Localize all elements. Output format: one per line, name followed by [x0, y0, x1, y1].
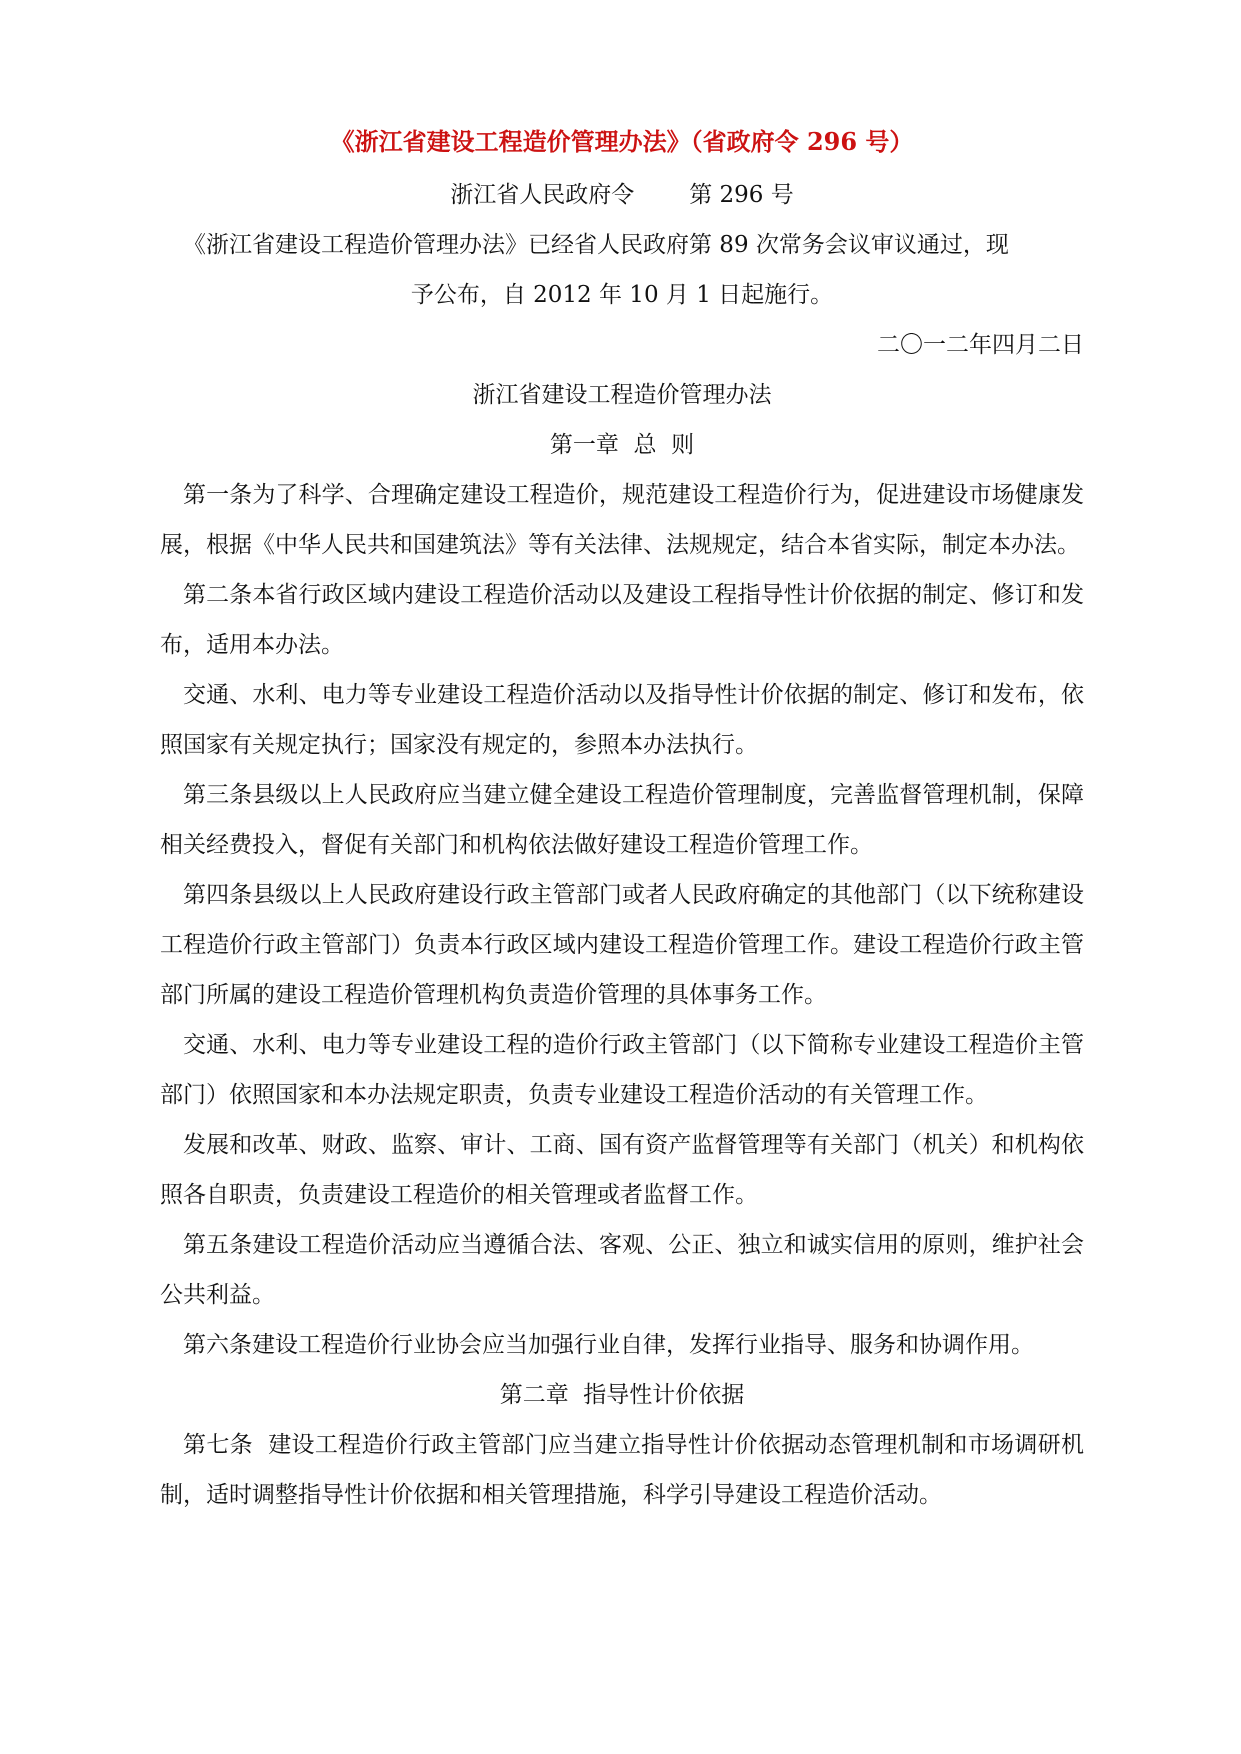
article-paragraph: 第二条本省行政区域内建设工程造价活动以及建设工程指导性计价依据的制定、修订和发布，适用本办法。 — [160, 582, 1084, 658]
chapter-heading: 第一章 总 则 — [549, 432, 695, 458]
law-title: 浙江省建设工程造价管理办法 — [472, 382, 772, 408]
order-heading — [160, 170, 1084, 220]
document-title: 《浙江省建设工程造价管理办法》（省政府令 296 号） — [330, 127, 914, 156]
announcement-line-2: 予公布，自 2012 年 10 月 1 日起施行。 — [410, 282, 834, 308]
article-paragraph: 第三条县级以上人民政府应当建立健全建设工程造价管理制度，完善监督管理机制，保障相关经费投入，督促有关部门和机构依法做好建设工程造价管理工作。 — [160, 782, 1084, 858]
article-paragraph: 交通、水利、电力等专业建设工程的造价行政主管部门（以下简称专业建设工程造价主管部门）依照国家和本办法规定职责，负责专业建设工程造价活动的有关管理工作。 — [160, 1032, 1084, 1108]
order-issuer: 浙江省人民政府令 — [450, 182, 635, 208]
article-paragraph: 交通、水利、电力等专业建设工程造价活动以及指导性计价依据的制定、修订和发布，依照国家有关规定执行；国家没有规定的，参照本办法执行。 — [160, 682, 1084, 758]
article-paragraph: 第四条县级以上人民政府建设行政主管部门或者人民政府确定的其他部门（以下统称建设工程造价行政主管部门）负责本行政区域内建设工程造价管理工作。建设工程造价行政主管部门所属的建设工程造价管理机构负责造价管理的具体事务工作。 — [160, 882, 1084, 1008]
issue-date: 二〇一二年四月二日 — [877, 332, 1084, 358]
order-number: 第 296 号 — [689, 182, 794, 208]
chapter-heading: 第二章 指导性计价依据 — [499, 1382, 745, 1408]
article-paragraph: 发展和改革、财政、监察、审计、工商、国有资产监督管理等有关部门（机关）和机构依照各自职责，负责建设工程造价的相关管理或者监督工作。 — [160, 1132, 1084, 1208]
article-paragraph: 第六条建设工程造价行业协会应当加强行业自律，发挥行业指导、服务和协调作用。 — [183, 1332, 1034, 1358]
announcement-line-1: 《浙江省建设工程造价管理办法》已经省人民政府第 89 次常务会议审议通过，现 — [183, 232, 1009, 258]
article-paragraph: 第一条为了科学、合理确定建设工程造价，规范建设工程造价行为，促进建设市场健康发展，根据《中华人民共和国建筑法》等有关法律、法规规定，结合本省实际，制定本办法。 — [160, 482, 1084, 558]
article-paragraph: 第五条建设工程造价活动应当遵循合法、客观、公正、独立和诚实信用的原则，维护社会公共利益。 — [160, 1232, 1084, 1308]
document-page — [160, 122, 1084, 1520]
article-paragraph: 第七条 建设工程造价行政主管部门应当建立指导性计价依据动态管理机制和市场调研机制，适时调整指导性计价依据和相关管理措施，科学引导建设工程造价活动。 — [160, 1432, 1084, 1508]
